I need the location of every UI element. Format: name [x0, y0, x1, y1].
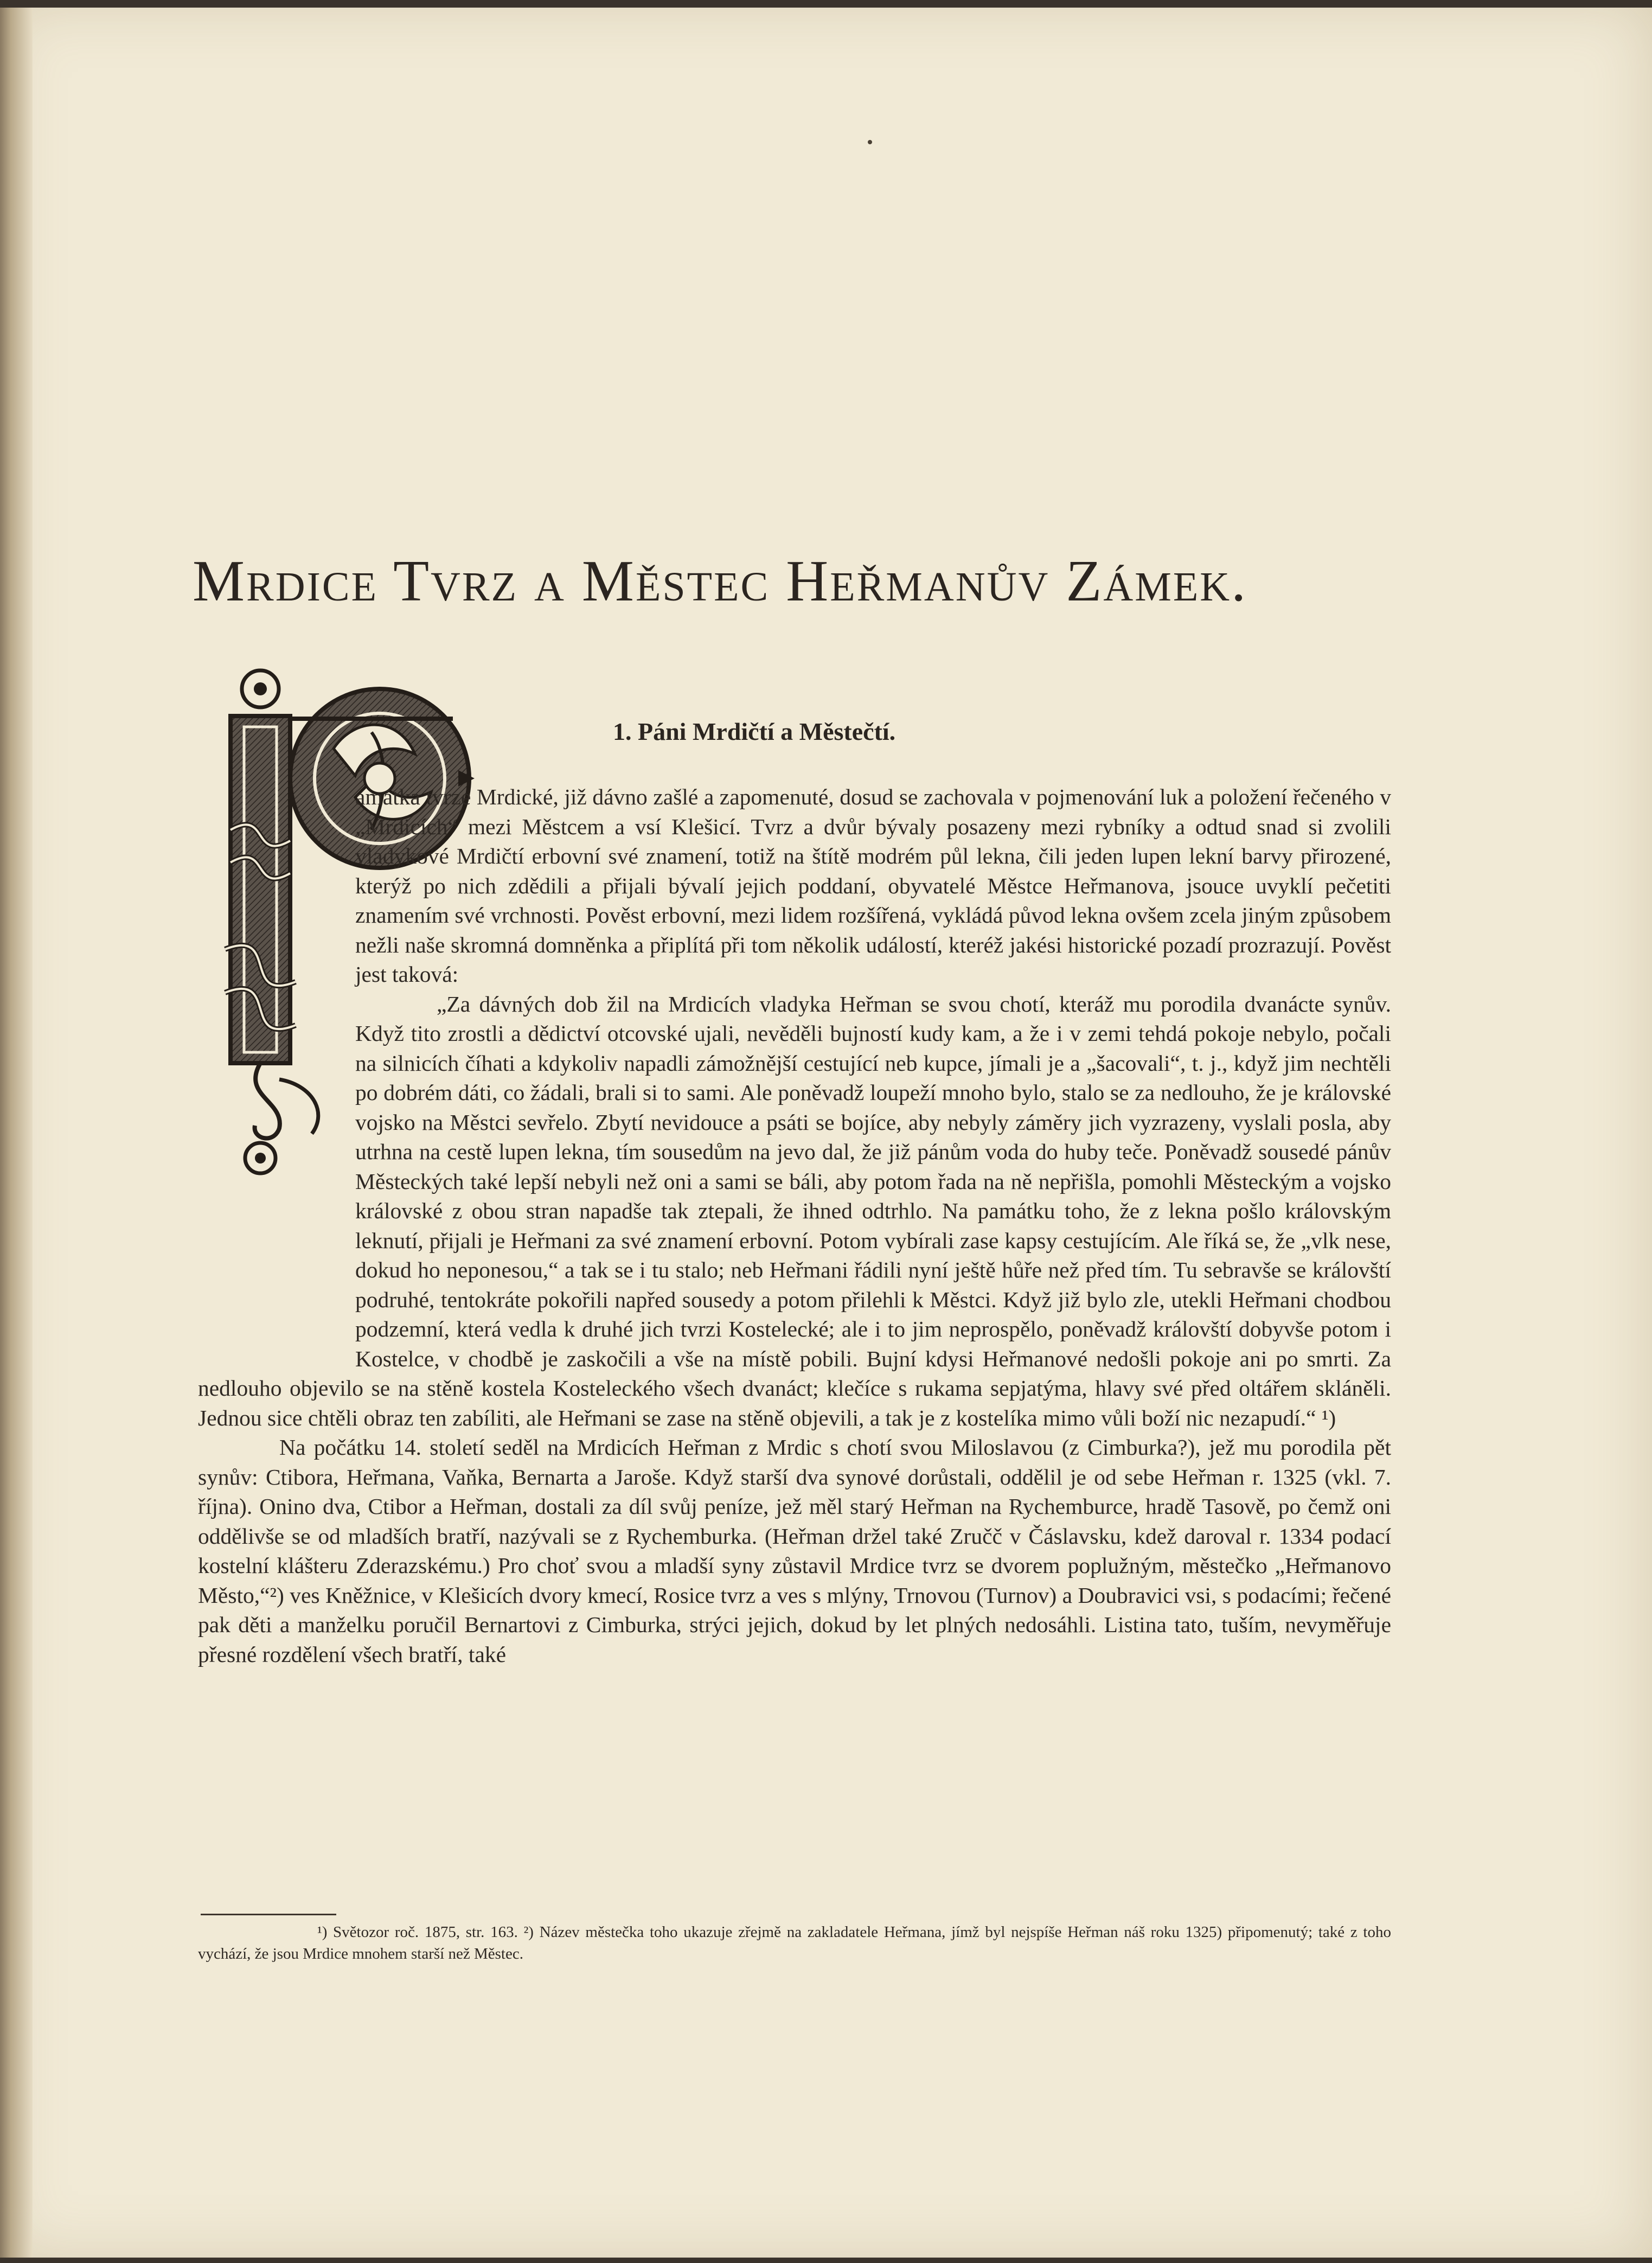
- paragraph-1: amátka tvrze Mrdické, již dávno zašlé a zapomenuté, dosud se zachovala v pojmenování luk a položení řečeného v „Mrdicích“ mezi Městcem a vsí Klešicí. Tvrz a dvůr bývaly posazeny mezi rybníky a odtud snad si zvolili vladykové Mrdičtí erbovní své znamení, totiž na štítě modrém půl lekna, čili jeden lupen lekní barvy přirozené, kterýž po nich zdědili a přijali bývalí jejich poddaní, obyvatelé Městce Heřmanova, jsouce uvyklí pečetiti znamením své vrchnosti. Pověst erbovní, mezi lidem rozšířená, vykládá původ lekna ovšem zcela jiným způsobem nežli naše skromná domněnka a připlítá při tom několik událostí, kteréž jakési historické pozadí prozrazují. Pověst jest taková:: [355, 784, 1391, 987]
- page-title: Mrdice Tvrz a Městec Heřmanův Zámek.: [193, 549, 1248, 613]
- initial-float-spacer: [198, 782, 355, 1346]
- bottom-edge: [0, 2258, 1652, 2263]
- top-edge: [0, 0, 1652, 8]
- footnotes: ¹) Světozor roč. 1875, str. 163. ²) Název městečka toho ukazuje zřejmě na zakladatele Heřmana, jímž byl nejspíše Heřman náš roku 1325) připomenutý; také z toho vychází, že jsou Mrdice mnohem starší než Městec.: [198, 1923, 1391, 1962]
- page-gutter: [0, 0, 33, 2263]
- paragraph-2: „Za dávných dob žil na Mrdicích vladyka Heřman se svou chotí, kteráž mu porodila dvanácte synův. Když tito zrostli a dědictví otcovské ujali, nevěděli bujností kudy kam, a že i v zemi tehdá pokoje nebylo, počali na silnicích číhati a kdykoliv napadli zámožnější cestující neb kupce, jímali je a „šacovali“, t. j., když jim nechtěli po dobrém dáti, co žádali, brali si to sami. Ale poněvadž loupeží mnoho bylo, stalo se za nedlouho, že je královské vojsko na Městci sevřelo. Zbytí nevidouce a psáti se bojíce, aby nebyly záměry jich vyzrazeny, vyslali posla, aby utrhna na cestě lupen lekna, tím sousedům na jevo dal, že již pánům voda do huby teče. Poněvadž sousedé pánův Městeckých také lepší nebyli než oni a sami se báli, aby potom řada na ně nepřišla, pomohli Městeckým a vojsko královské z obou stran napadše tak ztepali, že ihned odtrhlo. Na památku toho, že z lekna pošlo královským leknutí, přijali je Heřmani za své znamení erbovní. Potom vybírali zase kapsy cestujícím. Ale říká se, že „vlk nese, dokud ho neponesou,“ a tak se i tu stalo; neb Heřmani řádili nyní ještě hůře než před tím. Tu sebravše se královští podruhé, tentokráte pokořili napřed sousedy a potom přilehli k Městci. Když již bylo zle, utekli Heřmani chodbou podzemní, která vedla k druhé jich tvrzi Kostelecké; ale i to jim neprospělo, poněvadž královští dobyvše potom i Kostelce, v chodbě je zaskočili a vše na místě pobili. Bujní kdysi Heřmanové nedošli pokoje ani po smrti. Za nedlouho objevilo se na stěně kostela Kosteleckého všech dvanáct; klečíce s rukama sepjatýma, hlavy své před oltářem skláněli. Jednou sice chtěli obraz ten zabíliti, ale Heřmani se zase na stěně objevili, a tak je z kostelíka mimo vůli boží nic nezapudí.“ ¹): [198, 991, 1391, 1430]
- printer-mark: [868, 140, 872, 144]
- body-text: [198, 782, 1391, 1669]
- footnote-rule: [201, 1914, 336, 1915]
- paragraph-3: Na počátku 14. století seděl na Mrdicích Heřman z Mrdic s chotí svou Miloslavou (z Cimburka?), jež mu porodila pět synův: Ctibora, Heřmana, Vaňka, Bernarta a Jaroše. Když starší dva synové dorůstali, oddělil je od sebe Heřman r. 1325 (vkl. 7. října). Onino dva, Ctibor a Heřman, dostali za díl svůj peníze, jež měl starý Heřman na Rychemburce, hradě Tasově, po čemž oni oddělivše se od mladších bratří, nazývali se z Rychemburka. (Heřman držel také Zručč v Čáslavsku, kdež daroval r. 1334 podací kostelní klášteru Zderazskému.) Pro choť svou a mladší syny zůstavil Mrdice tvrz se dvorem poplužným, městečko „Heřmanovo Město,“²) ves Kněžnice, v Klešicích dvory kmecí, Rosice tvrz a ves s mlýny, Trnovou (Turnov) a Doubravici vsi, s podacími; řečené pak děti a manželku poručil Bernartovi z Cimburka, strýci jejich, dokud by let plných nedosáhli. Listina tato, tuším, nevyměřuje přesné rozdělení všech bratří, také: [198, 1435, 1391, 1667]
- section-heading: 1. Páni Mrdičtí a Městečtí.: [613, 718, 896, 745]
